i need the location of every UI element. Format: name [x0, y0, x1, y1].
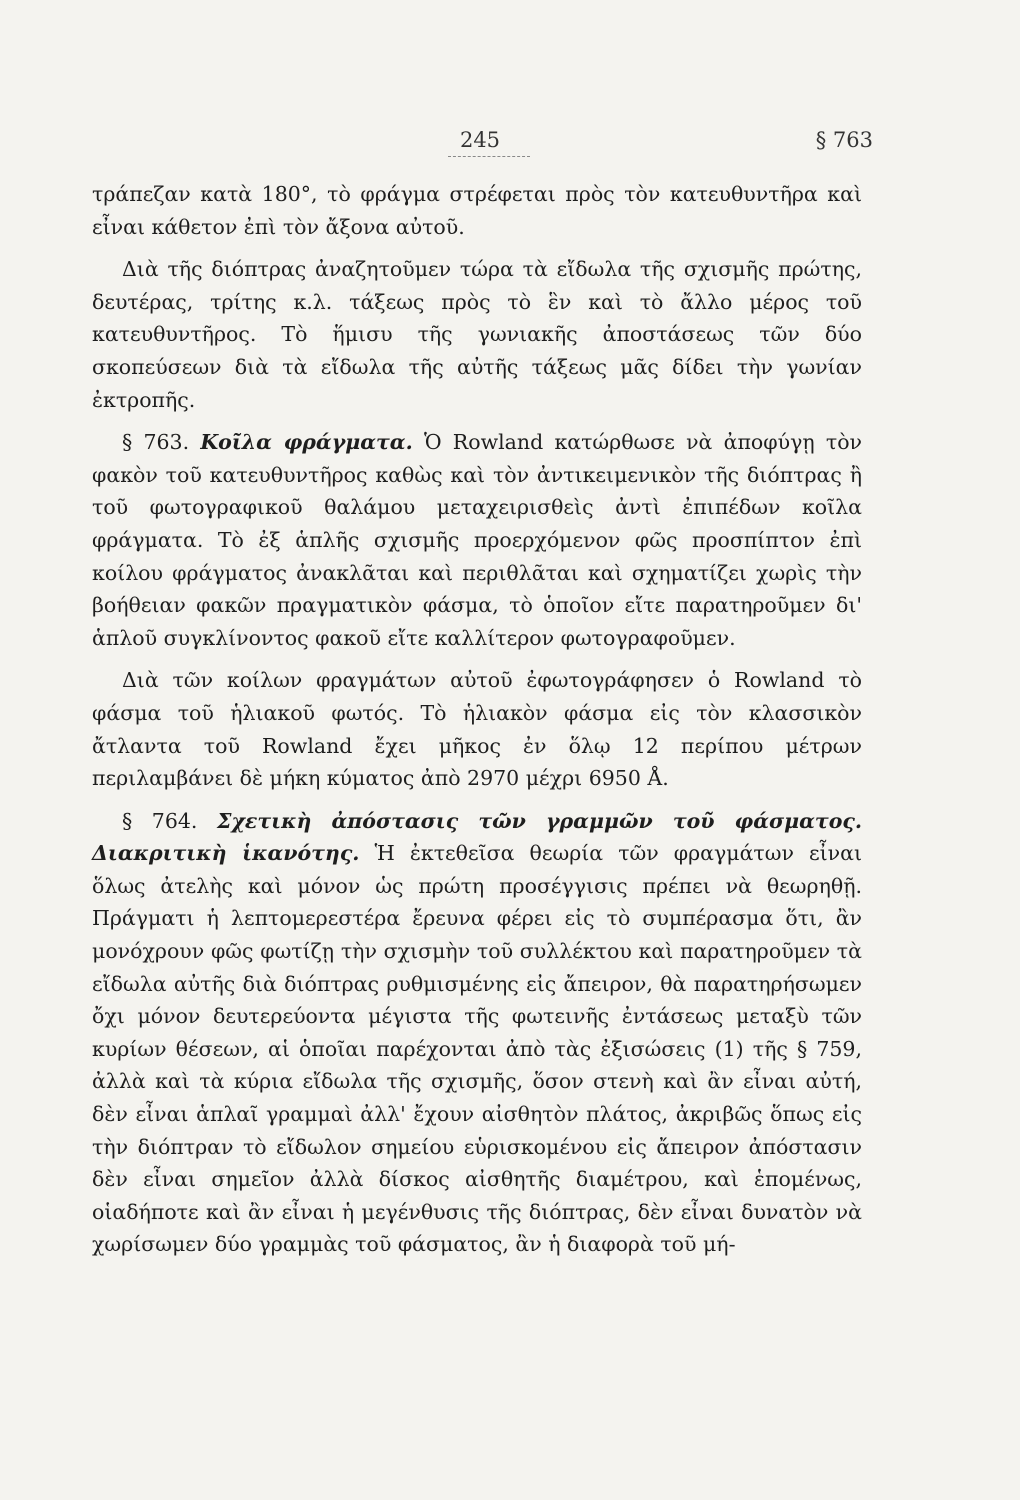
paragraph-text: τράπεζαν κατὰ 180°, τὸ φράγμα στρέφεται πρὸς τὸν κατευθυντῆρα καὶ εἶναι κάθετον ἐπὶ τὸν ἄξονα αὐτοῦ. — [92, 182, 862, 239]
page-number-rule — [448, 156, 530, 157]
paragraph — [92, 178, 862, 243]
page-number: 245 — [459, 128, 501, 152]
paragraph-text: Ἡ ἐκτεθεῖσα θεωρία τῶν φραγμάτων εἶναι ὅλως ἀτελὴς καὶ μόνον ὡς πρώτη προσέγγισις πρέπει νὰ θεωρηθῇ. Πράγματι ἡ λεπτομερεστέρα ἔρευνα φέρει εἰς τὸ συμπέρασμα ὅτι, ἂν μονόχρουν φῶς φωτίζῃ τὴν σχισμὴν τοῦ συλλέκτου καὶ παρατηροῦμεν τὰ εἴδωλα αὐτῆς διὰ διόπτρας ρυθμισμένης εἰς ἄπειρον, θὰ παρατηρήσωμεν ὄχι μόνον δευτερεύοντα μέγιστα τῆς φωτεινῆς ἐντάσεως μεταξὺ τῶν κυρίων θέσεων, αἱ ὁποῖαι παρέχονται ἀπὸ τὰς ἐξισώσεις (1) τῆς § 759, ἀλλὰ καὶ τὰ κύρια εἴδωλα τῆς σχισμῆς, ὅσον στενὴ καὶ ἂν εἶναι αὐτή, δὲν εἶναι ἁπλαῖ γραμμαὶ ἀλλ' ἔχουν αἰσθητὸν πλάτος, ἀκριβῶς ὅπως εἰς τὴν διόπτραν τὸ εἴδωλον σημείου εὑρισκομένου εἰς ἄπειρον ἀπόστασιν δὲν εἶναι σημεῖον ἀλλὰ δίσκος αἰσθητῆς διαμέτρου, καὶ ἑπομένως, οἱαδήποτε καὶ ἂν εἶναι ἡ μεγένθυσις τῆς διόπτρας, δὲν εἶναι δυνατὸν νὰ χωρίσωμεν δύο γραμμὰς τοῦ φάσματος, ἂν ἡ διαφορὰ τοῦ μή- — [92, 841, 862, 1257]
page-header — [0, 128, 1020, 168]
paragraph-text: Ὁ Rowland κατώρθωσε νὰ ἀποφύγῃ τὸν φακὸν τοῦ κατευθυντῆρος καθὼς καὶ τὸν ἀντικειμενικὸν τῆς διόπτρας ἢ τοῦ φωτογραφικοῦ θαλάμου μεταχειρισθεὶς ἀντὶ ἐπιπέδων κοῖλα φράγματα. Τὸ ἐξ ἁπλῆς σχισμῆς προερχόμενον φῶς προσπίπτον ἐπὶ κοίλου φράγματος ἀνακλᾶται καὶ περιθλᾶται καὶ σχηματίζει χωρὶς τὴν βοήθειαν φακῶν πραγματικὸν φάσμα, τὸ ὁποῖον εἴτε παρατηροῦμεν δι' ἁπλοῦ συγκλίνοντος φακοῦ εἴτε καλλίτερον φωτογραφοῦμεν. — [92, 430, 862, 650]
paragraph-section-763 — [92, 426, 862, 654]
paragraph-section-764 — [92, 805, 862, 1261]
paragraph-text: Διὰ τῶν κοίλων φραγμάτων αὐτοῦ ἐφωτογράφησεν ὁ Rowland τὸ φάσμα τοῦ ἡλιακοῦ φωτός. Τὸ ἡλιακὸν φάσμα εἰς τὸν κλασσικὸν ἄτλαντα τοῦ Rowland ἔχει μῆκος ἐν ὅλῳ 12 περίπου μέτρων περιλαμβάνει δὲ μήκη κύματος ἀπὸ 2970 μέχρι 6950 Å. — [92, 668, 862, 791]
section-title: Σχετικὴ ἀπόστασις τῶν γραμμῶν τοῦ φάσματος. Διακριτικὴ ἱκανότης. — [92, 808, 862, 866]
section-number: § 763. — [122, 430, 201, 455]
section-reference: § 763 — [815, 128, 873, 152]
paragraph — [92, 664, 862, 794]
section-number: § 764. — [122, 808, 217, 833]
body-text — [92, 178, 862, 1271]
paragraph — [92, 253, 862, 416]
section-title: Κοῖλα φράγματα. — [200, 430, 413, 455]
paragraph-text: Διὰ τῆς διόπτρας ἀναζητοῦμεν τώρα τὰ εἴδωλα τῆς σχισμῆς πρώτης, δευτέρας, τρίτης κ.λ. τάξεως πρὸς τὸ ἓν καὶ τὸ ἄλλο μέρος τοῦ κατευθυντῆρος. Τὸ ἥμισυ τῆς γωνιακῆς ἀποστάσεως τῶν δύο σκοπεύσεων διὰ τὰ εἴδωλα τῆς αὐτῆς τάξεως μᾶς δίδει τὴν γωνίαν ἐκτροπῆς. — [92, 257, 862, 412]
